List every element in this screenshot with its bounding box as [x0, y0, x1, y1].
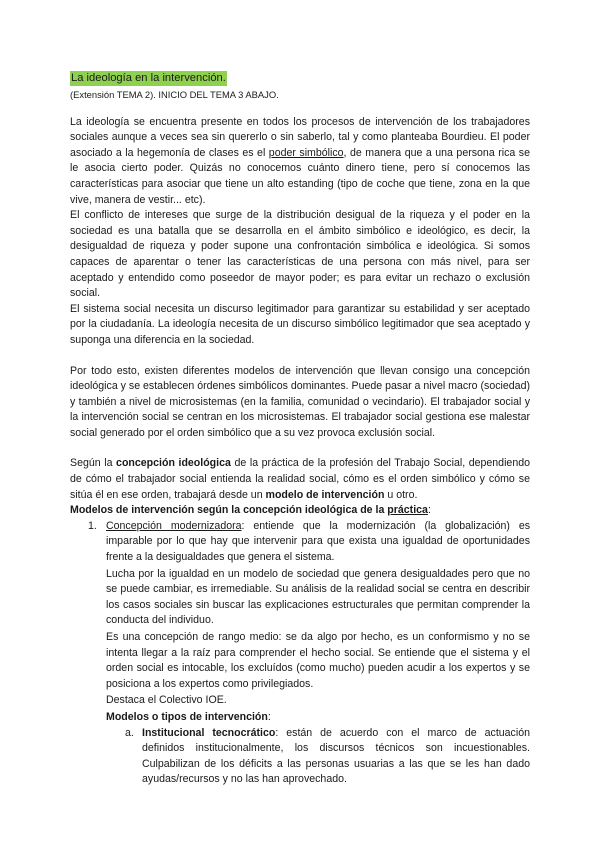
list-item: 1. Concepción modernizadora: entiende que la modernización (la globalización) es imparable por lo que hay que intervenir para que exista una igualdad de oportunidades frente a la desigualdades que genera el sistema. Lucha por la igualdad en un modelo de sociedad que genera desigualdades pero que no se puede cambiar, es irremediable. Su análisis de la realidad social se centra en describir los casos sociales sin buscar las explicaciones estructurales que permitan comprender la conducta del individuo. Es una concepción de rango medio: se da algo por hecho, es un conformismo y no se intenta llegar a la raíz para comprender el hecho social. Se entiende que el sistema y el orden social es intocable, los excluídos (como mucho) pueden acudir a los expertos y se posiciona a los expertos como privilegiados. Destaca el Colectivo IOE. Modelos o tipos de intervención:	[70, 519, 530, 726]
paragraph-conflict: El conflicto de intereses que surge de la distribución desigual de la riqueza y el poder en la sociedad es una batalla que se desarrolla en el ámbito simbólico e ideológico, es decir, la desigualdad de riqueza y poder supone una confrontación simbólica e ideológica. Si somos capaces de aparentar o tener las características de una persona con más nivel, para ser aceptado y entendido como poseedor de mayor poder; es para evitar un rechazo o exclusión social.	[70, 209, 530, 300]
list-paragraph: Es una concepción de rango medio: se da algo por hecho, es un conformismo y no se intenta llegar a la raíz para comprender el hecho social. Se entiende que el sistema y el orden social es intocable, los excluídos (como mucho) pueden acudir a los expertos y se posiciona a los expertos como privilegiados.	[106, 631, 530, 690]
bold-term: concepción ideológica	[116, 457, 231, 470]
list-term: Concepción modernizadora	[106, 519, 242, 532]
list-paragraph: Destaca el Colectivo IOE.	[106, 694, 227, 707]
sub-list-item: a. Institucional tecnocrático: están de acuerdo con el marco de actuación definidos institucionalmente, los discursos técnicos son incuestionables. Culpabilizan de los déficits a las personas usuarias a las que se les han dado ayudas/recursos y no las han aprovechado.	[125, 726, 530, 786]
list-paragraph: Lucha por la igualdad en un modelo de sociedad que genera desigualdades pero que no se puede cambiar, es irremediable. Su análisis de la realidad social se centra en describir los casos sociales sin buscar las explicaciones estructurales que permitan comprender la conducta del individuo.	[106, 567, 530, 627]
paragraph-models: Por todo esto, existen diferentes modelos de intervención que llevan consigo una concepción ideológica y se establecen órdenes simbólicos dominantes. Puede pasar a nivel macro (sociedad) y también a nivel de microsistemas (en la familia, comunidad o vecindario). El trabajador social y la intervención social se centran en los microsistemas. El trabajador social gestiona ese malestar social generado por el orden simbólico que a su vez provoca exclusión social.	[70, 364, 530, 439]
subsection-heading: Modelos o tipos de intervención:	[106, 710, 271, 723]
page-subtitle: (Extensión TEMA 2). INICIO DEL TEMA 3 ABAJO.	[70, 88, 279, 100]
bold-term: modelo de intervención	[265, 488, 385, 501]
document-body	[70, 71, 530, 788]
page-title: La ideología en la intervención.	[71, 72, 226, 84]
paragraph-conception: Según la concepción ideológica de la práctica de la profesión del Trabajo Social, dependiendo de cómo el trabajador social entienda la realidad social, cómo es el orden simbólico y cómo se sitúa él en ese orden, trabajará desde un modelo de intervención u otro.	[70, 457, 530, 501]
sub-list-term: Institucional tecnocrático	[142, 726, 276, 739]
section-heading: Modelos de intervención según la concepción ideológica de la práctica:	[70, 504, 431, 517]
list-letter: a.	[125, 726, 134, 739]
list-number: 1.	[88, 519, 97, 532]
paragraph-social-system: El sistema social necesita un discurso legitimador para garantizar su estabilidad y ser aceptado por la ciudadanía. La ideología necesita de un discurso simbólico legitimador que sea aceptado y suponga una diferencia en la sociedad.	[70, 302, 530, 346]
underlined-term: poder simbólico	[268, 146, 344, 159]
paragraph-ideology: La ideología se encuentra presente en todos los procesos de intervención de los trabajadores sociales aunque a veces sea sin quererlo o sin saberlo, tal y como planteaba Bourdieu. El poder asociado a la hegemonía de clases es el poder simbólico, de manera que a una persona rica se le asocia cierto poder. Quizás no conocemos cuánto dinero tiene, pero sí conocemos las características para asociar que tiene un alto estanding (tipo de coche que tiene, zona en la que vive, manera de vestir... etc).	[70, 115, 530, 206]
